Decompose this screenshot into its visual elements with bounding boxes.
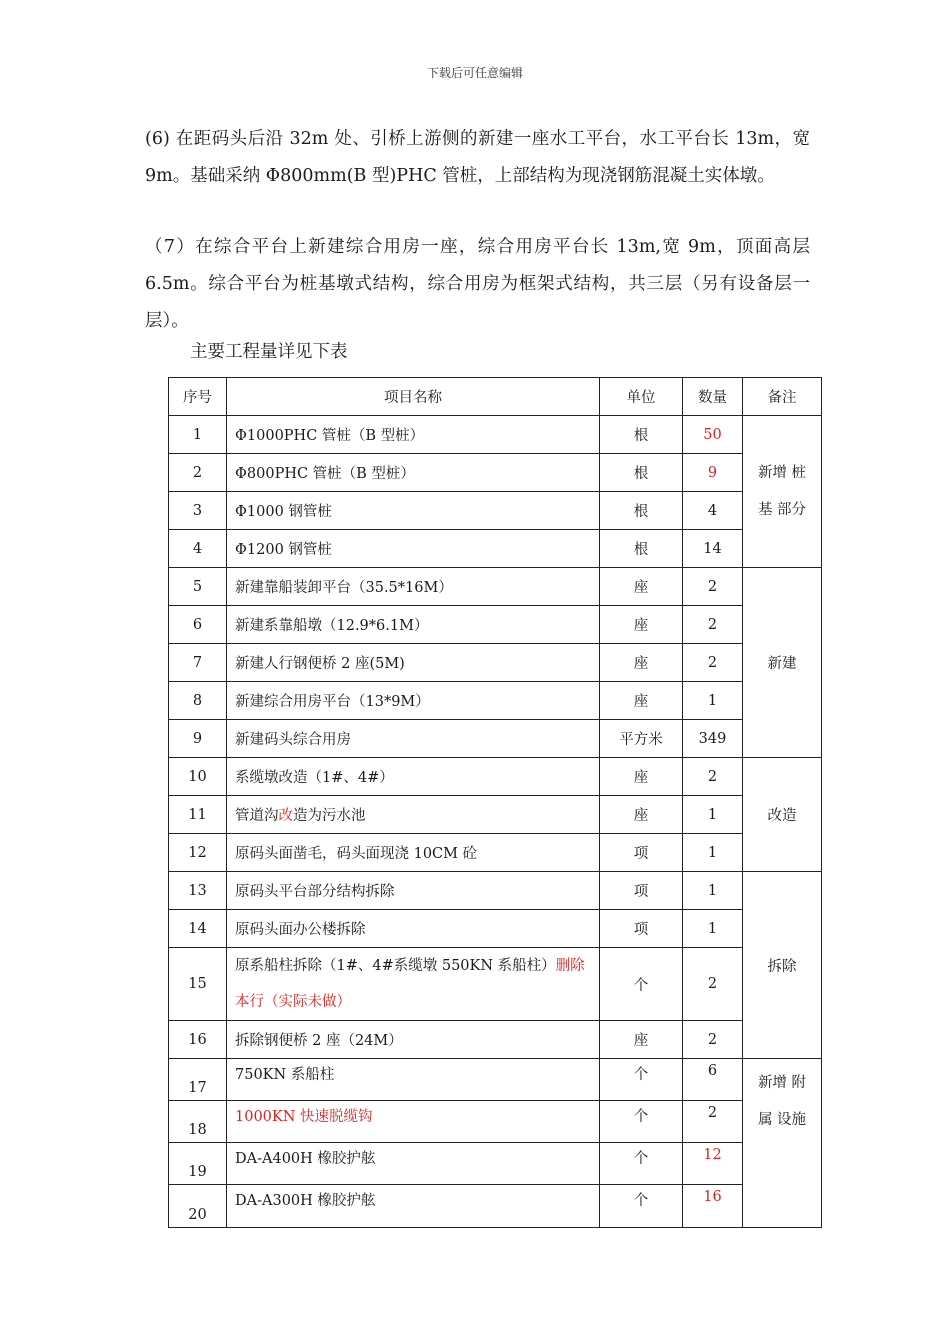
row-name-part: 造为污水池 — [293, 808, 366, 824]
row-no: 9 — [169, 720, 227, 758]
remark-new-auxiliary — [743, 1059, 822, 1228]
quantity-table — [168, 377, 822, 1228]
row-no: 13 — [169, 872, 227, 910]
row-qty: 1 — [683, 796, 743, 834]
row-qty: 2 — [683, 1021, 743, 1059]
remark-line: 基 部分 — [757, 501, 807, 518]
row-no: 19 — [169, 1143, 227, 1185]
row-qty: 2 — [683, 758, 743, 796]
row-name: 新建靠船装卸平台（35.5*16M） — [227, 568, 600, 606]
row-no: 16 — [169, 1021, 227, 1059]
remark-demolition: 拆除 — [743, 872, 822, 1059]
row-no: 1 — [169, 416, 227, 454]
row-no: 10 — [169, 758, 227, 796]
row-no: 15 — [169, 948, 227, 1021]
table-row — [169, 530, 822, 568]
row-unit: 座 — [600, 644, 683, 682]
row-unit: 个 — [600, 1143, 683, 1185]
row-name: 拆除钢便桥 2 座（24M） — [227, 1021, 600, 1059]
header-unit: 单位 — [600, 378, 683, 416]
table-row — [169, 568, 822, 606]
remark-line: 属 设施 — [757, 1112, 807, 1128]
table-caption: 主要工程量详见下表 — [190, 342, 348, 362]
row-unit: 座 — [600, 796, 683, 834]
row-qty: 1 — [683, 834, 743, 872]
row-qty: 1 — [683, 872, 743, 910]
remark-new-pile-foundation — [743, 416, 822, 568]
row-qty: 4 — [683, 492, 743, 530]
row-no: 4 — [169, 530, 227, 568]
row-unit: 座 — [600, 606, 683, 644]
row-unit: 个 — [600, 1185, 683, 1228]
row-unit: 个 — [600, 948, 683, 1021]
header-no: 序号 — [169, 378, 227, 416]
row-qty: 16 — [683, 1185, 743, 1228]
header-remark: 备注 — [743, 378, 822, 416]
remark-renovation: 改造 — [743, 758, 822, 872]
row-unit: 个 — [600, 1101, 683, 1143]
remark-line: 新增 附 — [757, 1075, 807, 1091]
table-row — [169, 720, 822, 758]
row-no: 17 — [169, 1059, 227, 1101]
row-no: 14 — [169, 910, 227, 948]
row-no: 2 — [169, 454, 227, 492]
row-qty: 2 — [683, 568, 743, 606]
row-name-highlight: 删除本行（实际未做） — [235, 958, 585, 1010]
header-name: 项目名称 — [227, 378, 600, 416]
row-qty: 349 — [683, 720, 743, 758]
row-unit: 平方米 — [600, 720, 683, 758]
table-row — [169, 416, 822, 454]
row-unit: 根 — [600, 492, 683, 530]
table-row — [169, 872, 822, 910]
row-qty: 2 — [683, 1101, 743, 1143]
row-qty: 14 — [683, 530, 743, 568]
row-no: 7 — [169, 644, 227, 682]
table-row — [169, 606, 822, 644]
table-row — [169, 682, 822, 720]
row-qty: 12 — [683, 1143, 743, 1185]
header-qty: 数量 — [683, 378, 743, 416]
row-qty: 2 — [683, 948, 743, 1021]
row-name: 新建人行钢便桥 2 座(5M) — [227, 644, 600, 682]
table-row — [169, 1059, 822, 1101]
row-unit: 项 — [600, 834, 683, 872]
row-no: 11 — [169, 796, 227, 834]
row-name: 1000KN 快速脱缆钩 — [227, 1101, 600, 1143]
table-row — [169, 910, 822, 948]
paragraph-7: （7）在综合平台上新建综合用房一座，综合用房平台长 13m,宽 9m，顶面高层 6.5m。综合平台为桩基墩式结构，综合用房为框架式结构，共三层（另有设备层一层）。 — [145, 237, 810, 331]
row-name: Φ1200 钢管桩 — [227, 530, 600, 568]
row-qty: 2 — [683, 606, 743, 644]
row-unit: 座 — [600, 758, 683, 796]
table-row — [169, 644, 822, 682]
table-row — [169, 1143, 822, 1185]
row-unit: 座 — [600, 568, 683, 606]
row-qty: 6 — [683, 1059, 743, 1101]
row-name-part: 原系船柱拆除（1#、4#系缆墩 550KN 系船柱） — [235, 958, 556, 974]
row-unit: 座 — [600, 1021, 683, 1059]
table-row — [169, 834, 822, 872]
row-unit: 个 — [600, 1059, 683, 1101]
row-qty: 1 — [683, 682, 743, 720]
row-unit: 项 — [600, 910, 683, 948]
row-no: 8 — [169, 682, 227, 720]
row-unit: 根 — [600, 530, 683, 568]
row-qty: 50 — [683, 416, 743, 454]
row-name: Φ1000 钢管桩 — [227, 492, 600, 530]
row-name — [227, 796, 600, 834]
row-no: 12 — [169, 834, 227, 872]
row-unit: 根 — [600, 454, 683, 492]
row-qty: 1 — [683, 910, 743, 948]
table-row — [169, 796, 822, 834]
row-unit: 座 — [600, 682, 683, 720]
row-name: 系缆墩改造（1#、4#） — [227, 758, 600, 796]
row-no: 5 — [169, 568, 227, 606]
row-name: 原码头平台部分结构拆除 — [227, 872, 600, 910]
paragraph-6: (6) 在距码头后沿 32m 处、引桥上游侧的新建一座水工平台，水工平台长 13m，宽 9m。基础采纳 Φ800mm(B 型)PHC 管桩，上部结构为现浇钢筋混凝土实体墩。 — [145, 129, 810, 186]
remark-new-build: 新建 — [743, 568, 822, 758]
table-row — [169, 492, 822, 530]
row-name — [227, 948, 600, 1021]
row-name: 新建码头综合用房 — [227, 720, 600, 758]
row-qty: 9 — [683, 454, 743, 492]
table-row — [169, 1021, 822, 1059]
table-row — [169, 758, 822, 796]
row-name-part: 管道沟 — [235, 808, 279, 824]
row-name: 750KN 系船柱 — [227, 1059, 600, 1101]
table-row — [169, 948, 822, 1021]
table-header-row — [169, 378, 822, 416]
row-name: 原码头面凿毛，码头面现浇 10CM 砼 — [227, 834, 600, 872]
row-no: 20 — [169, 1185, 227, 1228]
row-name-highlight: 改 — [278, 808, 293, 824]
row-name: DA-A300H 橡胶护舷 — [227, 1185, 600, 1228]
table-row — [169, 454, 822, 492]
row-name: 新建综合用房平台（13*9M） — [227, 682, 600, 720]
row-qty: 2 — [683, 644, 743, 682]
row-no: 3 — [169, 492, 227, 530]
row-name: 新建系靠船墩（12.9*6.1M） — [227, 606, 600, 644]
remark-line: 新增 桩 — [757, 464, 807, 481]
row-no: 6 — [169, 606, 227, 644]
page-header: 下载后可任意编辑 — [426, 66, 523, 80]
row-name: Φ800PHC 管桩（B 型桩） — [227, 454, 600, 492]
row-name: DA-A400H 橡胶护舷 — [227, 1143, 600, 1185]
row-unit: 根 — [600, 416, 683, 454]
table-row — [169, 1185, 822, 1228]
row-unit: 项 — [600, 872, 683, 910]
row-name: Φ1000PHC 管桩（B 型桩） — [227, 416, 600, 454]
row-no: 18 — [169, 1101, 227, 1143]
table-row — [169, 1101, 822, 1143]
row-name: 原码头面办公楼拆除 — [227, 910, 600, 948]
